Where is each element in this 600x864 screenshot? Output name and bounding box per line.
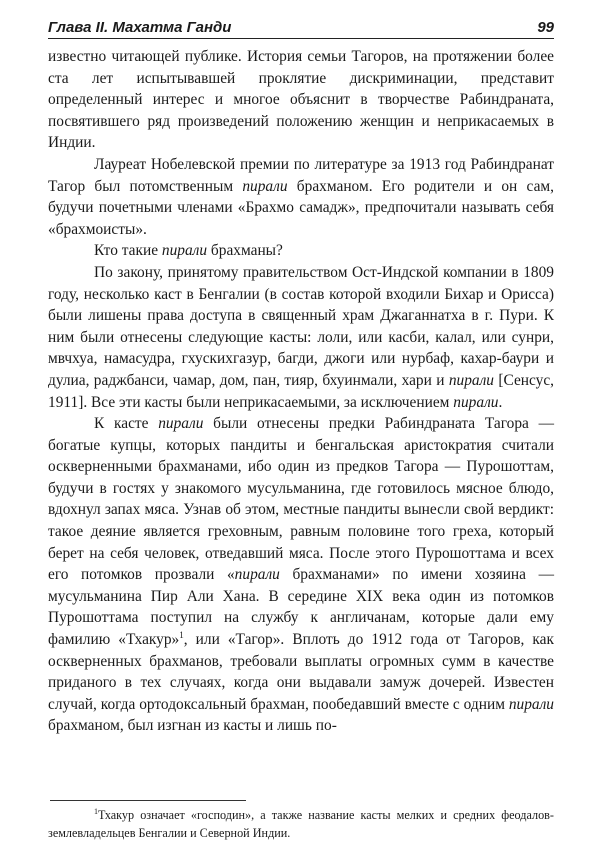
footnote [48,806,554,842]
running-head [48,14,554,39]
paragraph [48,262,554,413]
footnote-text: Тхакур означает «господин», а также название касты мелких и средних феодалов-землевладельцев Бенгалии и Северной Индии. [48,808,554,840]
italic-term: пирали [508,695,554,713]
paragraph [48,154,554,240]
footnote-divider [50,800,246,801]
text-run: , или «Тагор». Вплоть до 1912 года от Тагоров, как оскверненных брахманов, требовали выплаты огромных сумм в качестве приданого в тех случаях, когда они выдавали замуж дочерей. Известен случай, когда ортодоксальный брахман, пообедавший вместе с одним [48,631,554,713]
text-run: брахманом, был изгнан из касты и лишь по- [48,717,337,735]
italic-term: пирали [453,393,499,411]
italic-term: пирали [161,242,208,260]
italic-term: пирали [234,566,280,584]
paragraph [48,240,554,262]
chapter-title: Глава II. Махатма Ганди [48,19,232,36]
text-run: брахманы? [207,242,283,260]
footnote-ref: 1 [179,629,184,640]
italic-term: пирали [448,371,494,389]
text-run: . [498,393,503,411]
text-run: К касте [94,415,159,433]
page-number: 99 [537,19,554,36]
italic-term: пирали [242,177,288,195]
text-run: По закону, принятому правительством Ост-Индской компании в 1809 году, несколько каст в Бенгалии (в состав которой входили Бихар и Орисса) были лишены права доступа в священный храм Джаганнатха в г. Пури. К ним были отнесены следующие касты: лоли, или касби, калал, или сунри, мвчхуа, намасудра, гхускихгазур, багди, джоги или нурбаф, кахар-баури и дулиа, раджбанси, чамар, дом, пан, тияр, бхуинмали, хари и [48,263,554,389]
text-run: брахманом. Его родители и он сам, будучи почетными членами «Брахмо самадж», предпочитали называть себя «брахмоисты». [48,177,554,238]
italic-term: пирали [158,415,204,433]
text-run: брахманами» по имени хозяина — мусульманина Пир Али Хана. В середине XIX века один из потомков Пурошоттама поступил на службу к англичанам, которые дали ему фамилию «Тхакур» [48,566,554,649]
text-run: известно читающей публике. История семьи Тагоров, на протяжении более ста лет испытывавшей проклятие дискриминации, представит определенный интерес и многое объяснит в творчестве Рабиндраната, посвятившего ряд произведений положению женщин и неприкасаемых в Индии. [48,48,554,152]
text-run: Лауреат Нобелевской премии по литературе за 1913 год Рабиндранат Тагор был потомственным [48,155,554,195]
text-run: Кто такие [94,242,162,260]
body-text [48,46,554,737]
paragraph [48,46,554,154]
paragraph [48,413,554,737]
text-run: были отнесены предки Рабиндраната Тагора — богатые купцы, которых пандиты и бенгальская аристократия считали оскверненными брахманами, ибо один из предков Тагора — Пурошоттам, будучи в гостях у знакомого мусульманина, где готовилось мясное блюдо, вдохнул запах мяса. Узнав об этом, местные пандиты вынесли свой вердикт: такое деяние является греховным, равным половине того греха, который берет на себя человек, отведавший мяса. После этого Пурошоттама и всех его потомков прозвали « [48,415,554,584]
footnote-mark: 1 [94,806,98,816]
text-run: [Сенсус, 1911]. Все эти касты были неприкасаемыми, за исключением [48,371,555,411]
